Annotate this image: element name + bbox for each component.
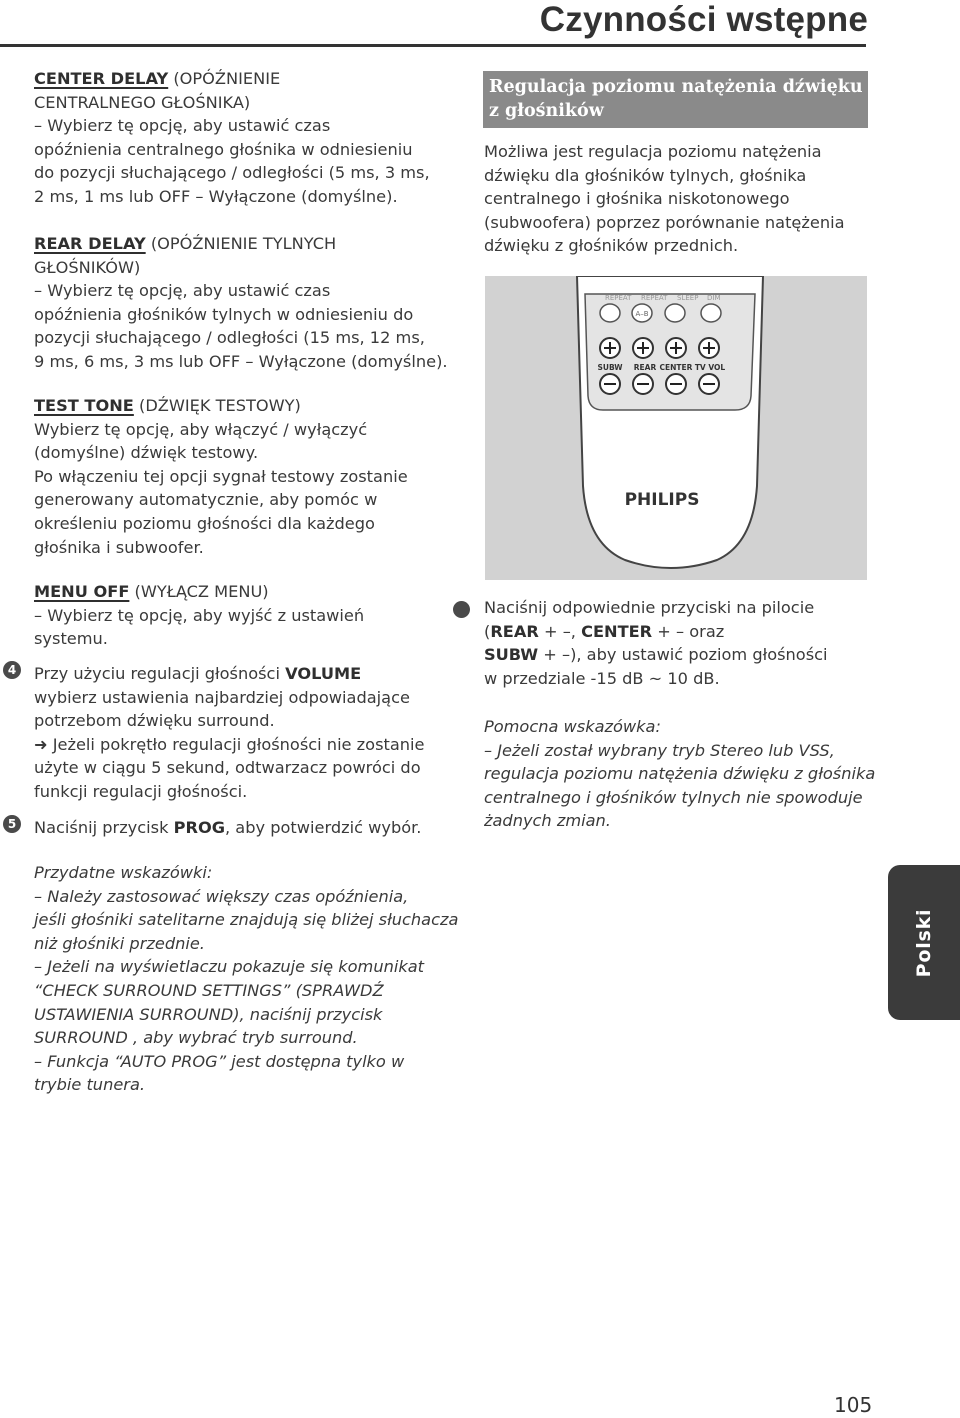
language-tab-label: Polski <box>913 908 935 977</box>
center-delay-keyword: CENTER DELAY <box>34 69 169 88</box>
remote-sleep-button <box>665 304 685 322</box>
menu-off-title: (WYŁĄCZ MENU) <box>129 582 269 601</box>
remote-dim-button <box>701 304 721 322</box>
text-line: – Wybierz tę opcję, aby ustawić czas <box>34 116 331 136</box>
language-tab <box>888 865 960 1020</box>
page-number: 105 <box>834 1393 873 1417</box>
text-line: żadnych zmian. <box>484 811 611 831</box>
step-5-text <box>34 816 454 840</box>
text-line: Naciśnij odpowiednie przyciski na pilocie <box>484 598 815 617</box>
text-line: Możliwa jest regulacja poziomu natężenia <box>484 142 822 161</box>
step-4-text <box>34 662 454 804</box>
remote-subw-label: SUBW <box>597 363 623 372</box>
text-line: do pozycji słuchającego / odległości (5 ms, 3 ms, <box>34 163 430 183</box>
center-delay-title-line2: CENTRALNEGO GŁOŚNIKA) <box>34 92 251 112</box>
text-line: (subwoofera) poprzez porównanie natężenia <box>484 212 845 232</box>
plus-minus-glyph: + – <box>538 645 571 665</box>
center-keyword: CENTER <box>581 621 653 641</box>
remote-ab-label: A–B <box>635 310 649 318</box>
remote-control-illustration <box>485 276 867 580</box>
remote-tvvol-label: TV VOL <box>694 363 726 372</box>
center-delay-section <box>34 67 454 209</box>
test-tone-keyword: TEST TONE <box>34 396 134 415</box>
text-line: dźwięku dla głośników tylnych, głośnika <box>484 165 807 185</box>
text-line: – Jeżeli na wyświetlaczu pokazuje się komunikat <box>34 957 424 977</box>
text-line: opóźnienia centralnego głośnika w odniesieniu <box>34 139 413 159</box>
text-line: – Wybierz tę opcję, aby ustawić czas <box>34 281 331 301</box>
test-tone-section <box>34 394 454 559</box>
text-line: – Wybierz tę opcję, aby wyjść z ustawień <box>34 605 365 625</box>
section-heading <box>483 71 868 128</box>
text-line: opóźnienia głośników tylnych w odniesieniu do <box>34 304 414 324</box>
plus-minus-glyph: + – <box>538 621 571 641</box>
text-line: – Funkcja “AUTO PROG” jest dostępna tylko w <box>34 1051 405 1071</box>
menu-off-keyword: MENU OFF <box>34 582 130 601</box>
text-line: generowany automatycznie, aby pomóc w <box>34 490 378 510</box>
text-line: – Jeżeli został wybrany tryb Stereo lub VSS, <box>484 740 835 760</box>
remote-rear-label: REAR <box>633 363 657 372</box>
text-line: głośnika i subwoofer. <box>34 537 204 557</box>
text-line: wybierz ustawienia najbardziej odpowiadające <box>34 687 410 707</box>
subw-keyword: SUBW <box>484 645 539 665</box>
step-4-badge: 4 <box>3 661 21 679</box>
conjunction: oraz <box>684 621 725 641</box>
remote-control-graphic <box>485 276 867 580</box>
tips-section <box>34 861 464 1097</box>
text-line: w przedziale -15 dB ~ 10 dB. <box>484 668 720 688</box>
plus-minus-glyph: + – <box>652 621 685 641</box>
paren-open: ( <box>484 621 491 641</box>
text-line: niż głośniki przednie. <box>34 933 205 953</box>
text-line: – Należy zastosować większy czas opóźnienia, <box>34 886 409 906</box>
remote-repeat-button <box>600 304 620 322</box>
remote-top-label: REPEAT <box>605 294 632 302</box>
text-line: Po włączeniu tej opcji sygnał testowy zostanie <box>34 466 408 486</box>
text-line: użyte w ciągu 5 sekund, odtwarzacz powróci do <box>34 758 421 778</box>
text-line: USTAWIENIA SURROUND), naciśnij przycisk <box>34 1004 383 1024</box>
header-rule <box>0 44 866 47</box>
step-5-post: , aby potwierdzić wybór. <box>225 818 422 837</box>
section-intro <box>484 140 869 258</box>
step-5-badge: 5 <box>3 815 21 833</box>
rear-delay-title: (OPÓŹNIENIE TYLNYCH <box>145 234 337 253</box>
step-4-pre: Przy użyciu regulacji głośności <box>34 664 286 683</box>
text-line: ), aby ustawić poziom głośności <box>570 645 828 665</box>
text-line: SURROUND , aby wybrać tryb surround. <box>34 1028 358 1048</box>
text-line: funkcji regulacji głośności. <box>34 781 248 801</box>
text-line: 9 ms, 6 ms, 3 ms lub OFF – Wyłączone (domyślne). <box>34 351 448 371</box>
section-heading-line2: z głośników <box>489 101 604 121</box>
rear-delay-keyword: REAR DELAY <box>34 234 146 253</box>
text-line: centralnego i głośnika niskotonowego <box>484 189 790 209</box>
philips-logo: PHILIPS <box>624 490 700 510</box>
text-line: pozycji słuchającego / odległości (15 ms, 12 ms, <box>34 328 425 348</box>
text-line: jeśli głośniki satelitarne znajdują się bliżej słuchacza <box>34 910 459 930</box>
section-heading-line1: Regulacja poziomu natężenia dźwięku <box>489 77 863 97</box>
text-line: potrzebom dźwięku surround. <box>34 711 275 731</box>
test-tone-title: (DŹWIĘK TESTOWY) <box>133 396 301 415</box>
prog-keyword: PROG <box>173 818 226 837</box>
page-title: Czynności wstępne <box>539 0 868 39</box>
rear-keyword: REAR <box>490 621 539 641</box>
remote-top-label: DIM <box>707 294 721 302</box>
text-line: systemu. <box>34 629 108 649</box>
instruction-text <box>484 596 884 690</box>
hint-heading: Pomocna wskazówka: <box>484 717 661 736</box>
text-line: 2 ms, 1 ms lub OFF – Wyłączone (domyślne). <box>34 186 398 206</box>
rear-delay-title-line2: GŁOŚNIKÓW) <box>34 257 141 277</box>
center-delay-title: (OPÓŹNIENIE <box>168 69 281 88</box>
hint-section <box>484 715 884 833</box>
step-5-pre: Naciśnij przycisk <box>34 818 174 837</box>
text-line: “CHECK SURROUND SETTINGS” (SPRAWDŹ <box>34 980 384 1000</box>
text-line: trybie tunera. <box>34 1075 146 1095</box>
text-line: Wybierz tę opcję, aby włączyć / wyłączyć <box>34 419 368 439</box>
bullet-dot <box>453 601 470 618</box>
text-line: określeniu poziomu głośności dla każdego <box>34 513 375 533</box>
rear-delay-section <box>34 232 454 374</box>
text-line: regulacja poziomu natężenia dźwięku z głośnika <box>484 764 876 784</box>
comma: , <box>570 621 582 641</box>
text-line: centralnego i głośników tylnych nie spowoduje <box>484 787 863 807</box>
tips-heading: Przydatne wskazówki: <box>34 863 213 882</box>
text-line: ➜ Jeżeli pokrętło regulacji głośności nie zostanie <box>34 734 425 754</box>
volume-keyword: VOLUME <box>285 664 362 683</box>
remote-center-label: CENTER <box>659 363 693 372</box>
remote-top-label: SLEEP <box>677 294 699 302</box>
text-line: (domyślne) dźwięk testowy. <box>34 443 259 463</box>
remote-top-label: REPEAT <box>641 294 668 302</box>
menu-off-section <box>34 580 454 651</box>
text-line: dźwięku z głośników przednich. <box>484 236 739 256</box>
